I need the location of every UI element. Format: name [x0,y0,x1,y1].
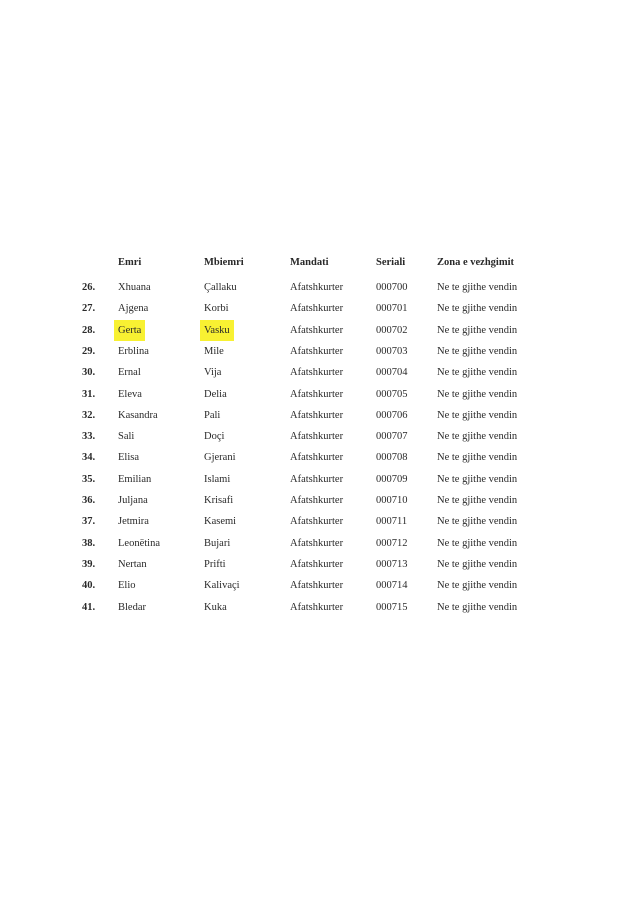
cell-seriali: 000704 [376,367,408,379]
cell-seriali: 000707 [376,431,408,443]
cell-emri: Elio [118,580,136,592]
cell-mbiemri: Doçi [204,431,225,443]
cell-mbiemri: Delia [204,388,227,400]
header-seriali: Seriali [376,257,406,268]
row-number: 36. [82,495,96,506]
cell-zona: Ne te gjithe vendin [437,473,518,485]
cell-mbiemri: Prifti [204,558,226,570]
table-row [0,426,640,447]
cell-emri: Erblina [118,345,149,357]
cell-emri: Gerta [114,320,145,341]
cell-emri: Jetmira [118,516,149,528]
header-emri: Emri [118,257,142,268]
row-number: 27. [82,303,96,315]
row-number: 38. [82,537,96,549]
cell-zona: Ne te gjithe vendin [437,388,518,400]
cell-mbiemri: Vija [204,367,222,379]
header-zona: Zona e vezhgimit [437,257,514,268]
cell-emri: Xhuana [118,282,151,293]
cell-mbiemri: Vasku [200,320,234,341]
row-number: 41. [82,601,96,613]
cell-seriali: 000710 [376,495,408,506]
table-row [0,447,640,468]
cell-emri: Juljana [118,495,148,506]
row-number: 34. [82,452,96,464]
header-mandati: Mandati [290,257,329,268]
cell-mandati: Afatshkurter [290,452,344,464]
cell-zona: Ne te gjithe vendin [437,558,518,570]
row-number: 35. [82,473,96,485]
table-row [0,298,640,319]
cell-mbiemri: Korbi [204,303,229,315]
cell-mandati: Afatshkurter [290,367,344,379]
cell-mandati: Afatshkurter [290,516,344,528]
cell-mandati: Afatshkurter [290,473,344,485]
cell-mbiemri: Bujari [204,537,231,549]
cell-emri: Kasandra [118,409,158,421]
table-row [0,320,640,341]
table-row [0,469,640,490]
cell-emri: Ajgena [118,303,149,315]
cell-emri: Sali [118,431,135,443]
cell-zona: Ne te gjithe vendin [437,345,518,357]
cell-seriali: 000706 [376,409,408,421]
cell-mbiemri: Mile [204,345,224,357]
cell-mandati: Afatshkurter [290,282,344,293]
cell-zona: Ne te gjithe vendin [437,537,518,549]
row-number: 39. [82,558,96,570]
cell-mandati: Afatshkurter [290,388,344,400]
cell-seriali: 000702 [376,324,408,336]
table-row [0,341,640,362]
cell-mbiemri: Kasemi [204,516,237,528]
cell-zona: Ne te gjithe vendin [437,601,518,613]
cell-emri: Eleva [118,388,142,400]
cell-seriali: 000715 [376,601,408,613]
cell-seriali: 000705 [376,388,408,400]
cell-mandati: Afatshkurter [290,324,344,336]
cell-zona: Ne te gjithe vendin [437,516,518,528]
cell-zona: Ne te gjithe vendin [437,367,518,379]
cell-emri: Ernal [118,367,141,379]
cell-mbiemri: Krisafi [204,495,234,506]
table-row [0,362,640,383]
cell-zona: Ne te gjithe vendin [437,580,518,592]
row-number: 30. [82,367,96,379]
cell-mbiemri: Gjerani [204,452,236,464]
table-row [0,490,640,511]
cell-emri: Bledar [118,601,146,613]
cell-zona: Ne te gjithe vendin [437,431,518,443]
cell-mbiemri: Kalivaçi [204,580,240,592]
row-number: 29. [82,345,96,357]
header-mbiemri: Mbiemri [204,257,244,268]
cell-zona: Ne te gjithe vendin [437,324,518,336]
cell-mandati: Afatshkurter [290,409,344,421]
cell-mandati: Afatshkurter [290,558,344,570]
table-row [0,533,640,554]
cell-emri: Nertan [118,558,147,570]
cell-mandati: Afatshkurter [290,345,344,357]
table-row [0,511,640,532]
cell-mbiemri: Islami [204,473,231,485]
cell-seriali: 000714 [376,580,408,592]
cell-zona: Ne te gjithe vendin [437,303,518,315]
table-header [0,252,640,273]
cell-zona: Ne te gjithe vendin [437,282,518,293]
cell-seriali: 000708 [376,452,408,464]
table-row [0,405,640,426]
cell-mandati: Afatshkurter [290,495,344,506]
cell-zona: Ne te gjithe vendin [437,409,518,421]
row-number: 26. [82,282,96,293]
cell-mbiemri: Pali [204,409,221,421]
cell-emri: Emilian [118,473,152,485]
cell-mandati: Afatshkurter [290,580,344,592]
cell-mandati: Afatshkurter [290,431,344,443]
cell-seriali: 000712 [376,537,408,549]
table-row [0,597,640,618]
cell-seriali: 000701 [376,303,408,315]
row-number: 28. [82,324,96,336]
cell-emri: Elisa [118,452,139,464]
cell-zona: Ne te gjithe vendin [437,452,518,464]
table-row [0,554,640,575]
cell-seriali: 000703 [376,345,408,357]
row-number: 32. [82,409,96,421]
cell-mandati: Afatshkurter [290,303,344,315]
cell-mbiemri: Çallaku [204,282,237,293]
cell-emri: Leonëtina [118,537,160,549]
row-number: 40. [82,580,96,592]
cell-mandati: Afatshkurter [290,601,344,613]
cell-seriali: 000709 [376,473,408,485]
table-row [0,384,640,405]
cell-seriali: 000700 [376,282,408,293]
cell-zona: Ne te gjithe vendin [437,495,518,506]
cell-mbiemri: Kuka [204,601,227,613]
row-number: 33. [82,431,96,443]
cell-seriali: 000713 [376,558,408,570]
cell-mandati: Afatshkurter [290,537,344,549]
table-row [0,575,640,596]
table-row [0,277,640,298]
row-number: 31. [82,388,96,400]
row-number: 37. [82,516,96,528]
cell-seriali: 000711 [376,516,408,528]
